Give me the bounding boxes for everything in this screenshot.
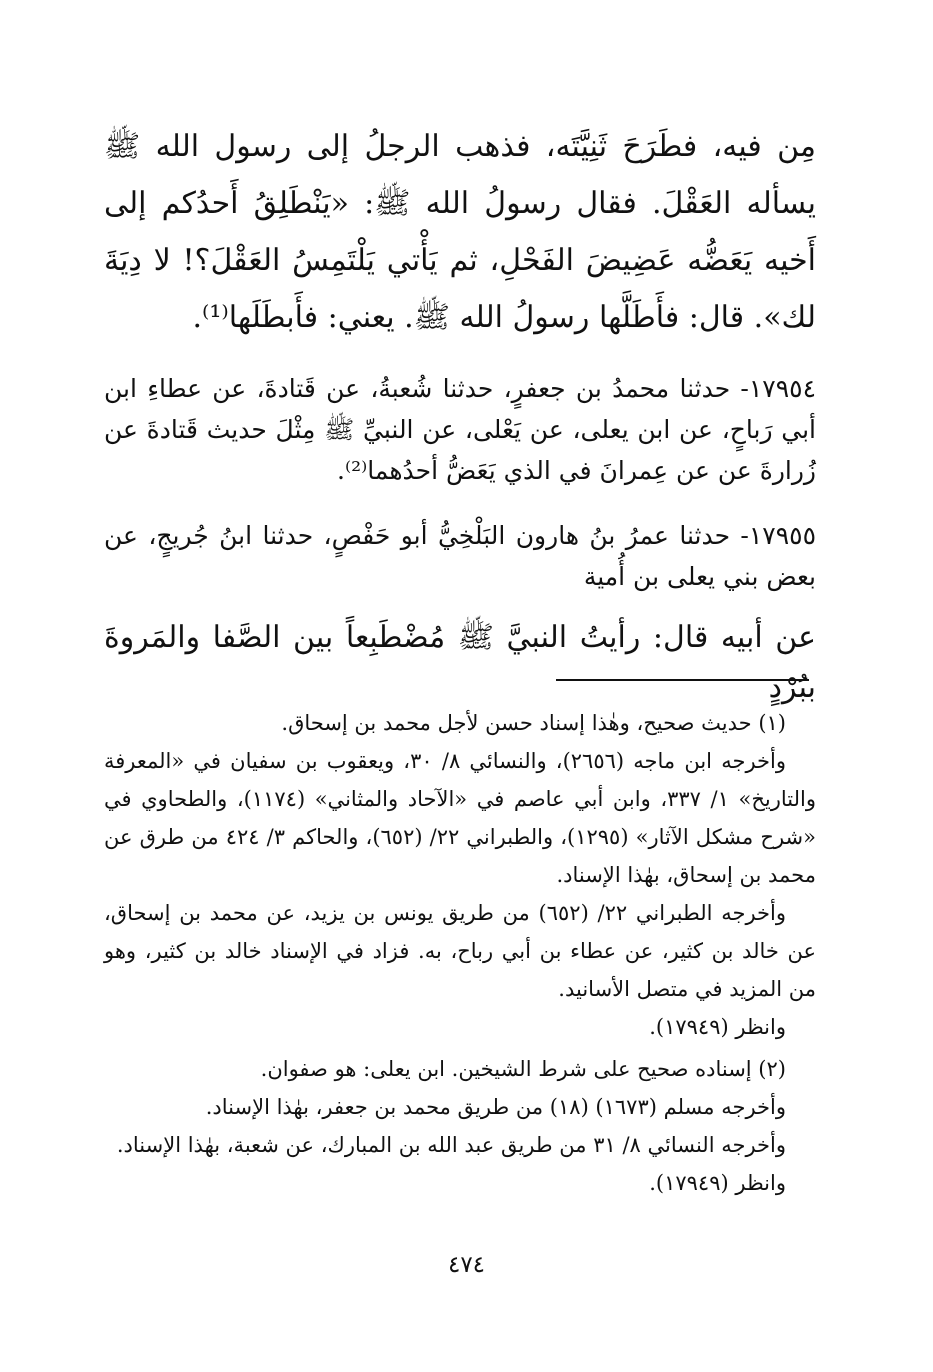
footnote-2-line: وأخرجه مسلم (١٦٧٣) (١٨) من طريق محمد بن جعفر، بهٰذا الإسناد. [205, 1095, 786, 1119]
footnote-divider [556, 679, 809, 681]
footnote-1-line: وانظر (١٧٩٤٩). [649, 1015, 786, 1039]
hadith-17954: ١٧٩٥٤- حدثنا محمدُ بن جعفرٍ، حدثنا شُعبةُ، عن قَتادةَ، عن عطاءِ ابن أبي رَباحٍ، عن ابن يعلى، عن يَعْلى، عن النبيِّ ﷺ مِثْلَ حديث قَتادةَ عن زُرارةَ عن عن عِمرانَ في الذي يَعَضُّ أحدُهما⁽²⁾. [104, 374, 816, 485]
page-number: ٤٧٤ [447, 1252, 486, 1278]
footnote-1-line: (١) حديث صحيح، وهٰذا إسناد حسن لأجل محمد بن إسحاق. [281, 711, 786, 735]
hadith-17955-text: عن أبيه قال: رأيتُ النبيَّ ﷺ مُضْطَبِعاً بين الصَّفا والمَروةَ ببُرْدٍ [104, 620, 816, 705]
footnote-2-line: وانظر (١٧٩٤٩). [649, 1171, 786, 1195]
footnote-1-line: وأخرجه الطبراني ٢٢/ (٦٥٢) من طريق يونس بن يزيد، عن محمد بن إسحاق، عن خالد بن كثير، عن عطاء بن أبي رباح، به. فزاد في الإسناد خالد بن كثير، وهو من المزيد في متصل الأسانيد. [104, 901, 816, 1001]
paragraph-continuation: مِن فيه، فطَرَحَ ثَنِيَّتَه، فذهب الرجلُ إلى رسول الله ﷺ يسأله العَقْلَ. فقال رسولُ الله ﷺ: «يَنْطَلِقُ أَحدُكم إلى أَخيه يَعَضُّه عَضِيضَ الفَحْلِ، ثم يَأْتي يَلْتَمِسُ العَقْلَ؟! لا دِيَةَ لك». قال: فأَطَلَّها رسولُ الله ﷺ. يعني: فأَبطَلَها⁽¹⁾. [104, 129, 816, 335]
hadith-17955-chain: ١٧٩٥٥- حدثنا عمرُ بنُ هارون البَلْخِيُّ أبو حَفْصٍ، حدثنا ابنُ جُريجٍ، عن بعض بني يعلى بن أُمية [104, 521, 816, 591]
main-text [104, 118, 816, 713]
footnote-1-line: وأخرجه ابن ماجه (٢٦٥٦)، والنسائي ٨/ ٣٠، ويعقوب بن سفيان في «المعرفة والتاريخ» ١/ ٣٣٧، وابن أبي عاصم في «الآحاد والمثاني» (١١٧٤)، والطحاوي في «شرح مشكل الآثار» (١٢٩٥)، والطبراني ٢٢/ (٦٥٢)، والحاكم ٣/ ٤٢٤ من طرق عن محمد بن إسحاق، بهٰذا الإسناد. [104, 749, 816, 887]
footnote-2-line: وأخرجه النسائي ٨/ ٣١ من طريق عبد الله بن المبارك، عن شعبة، بهٰذا الإسناد. [116, 1133, 786, 1157]
footnotes [104, 704, 816, 1202]
footnote-2-line: (٢) إسناده صحيح على شرط الشيخين. ابن يعلى: هو صفوان. [260, 1057, 786, 1081]
